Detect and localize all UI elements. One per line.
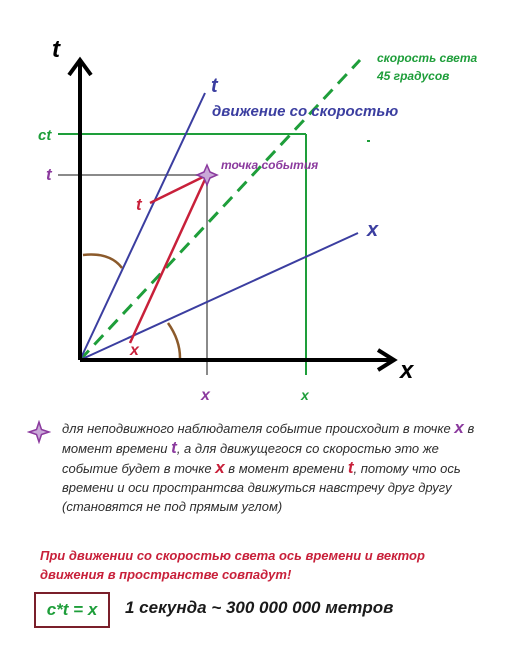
text-t-moving: t [347, 458, 354, 477]
formula-box: c*t = x [34, 592, 110, 628]
axis-x-label: x [400, 357, 414, 384]
ct-label: ct [38, 127, 52, 144]
t-event-label: t [46, 165, 52, 184]
text-x-moving: x [215, 458, 225, 477]
event-label: точка события [221, 158, 319, 172]
x-below-event-label: x [201, 387, 210, 404]
text-x-fixed: x [454, 418, 464, 437]
x-below-ct-label: x [301, 387, 309, 403]
event-point-icon [197, 165, 217, 185]
light-label-line1: скорость света [377, 51, 478, 65]
text-part-2: в момент времени [62, 421, 475, 456]
red-x-label: x [130, 342, 139, 359]
light-speed-note: При движении со скоростью света ось времени и вектор движения в пространстве совпадут! [40, 548, 425, 582]
moving-caption: движение со скоростью [212, 103, 399, 120]
explanation-text [62, 418, 482, 516]
legend-event-icon [27, 420, 51, 444]
light-label-line2: 45 градусов [377, 69, 450, 83]
red-t-projection [150, 175, 207, 203]
moving-t-label: t [211, 75, 218, 97]
formula-text: 1 секунда ~ 300 000 000 метров [125, 598, 394, 617]
text-part-5: , потому что ось времени и оси пространтсва движуться навстречу друг другу (становятся не под прямым углом) [62, 461, 461, 514]
angle-arc-x [168, 323, 180, 358]
angle-arc-t [83, 255, 122, 268]
text-part-4: в момент времени [228, 461, 345, 476]
text-t-fixed: t [171, 438, 177, 457]
text-part-3: , а для движущегося со скоростью это же событие будет в точке [62, 441, 439, 476]
text-part-1: для неподвижного наблюдателя событие происходит в точке [62, 421, 451, 436]
moving-x-axis [80, 233, 358, 360]
red-t-label: t [136, 195, 142, 214]
axis-t-label: t [52, 36, 60, 63]
moving-x-label: x [367, 219, 379, 241]
